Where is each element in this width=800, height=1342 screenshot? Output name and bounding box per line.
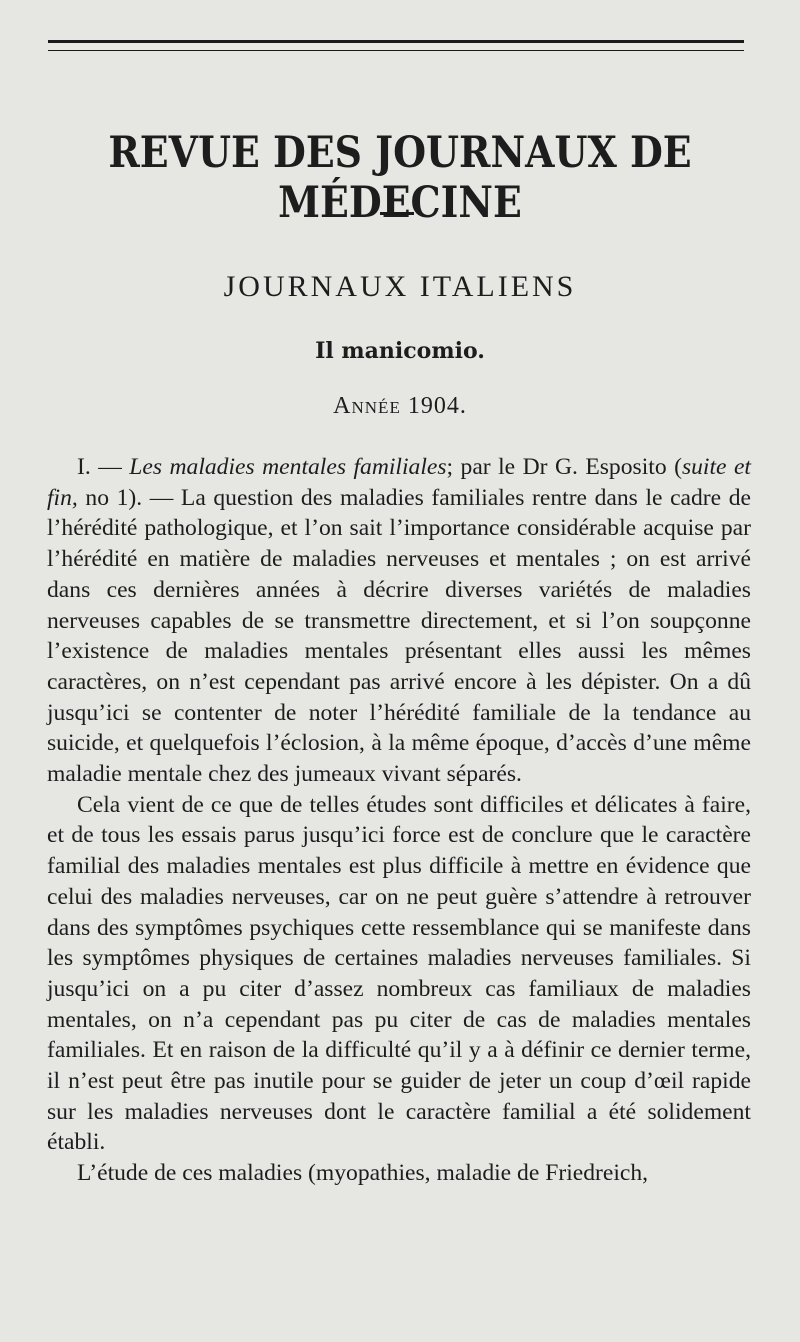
- paragraph-3: L’étude de ces maladies (myopathies, maladie de Friedreich,: [77, 1160, 649, 1187]
- article-author: ; par le Dr G. Esposito (: [446, 454, 682, 480]
- header-rule-thin: [48, 50, 744, 51]
- paragraph-2: Cela vient de ce que de telles études sont difficiles et délicates à faire, et de tous les essais parus jusqu’ici force est de conclure que le caractère familial des maladies mentales est plus difficile à mettre en évidence que celui des maladies nerveuses, car on ne peut guère s’attendre à retrouver dans des symptômes psychiques cette ressemblance qui se manifeste dans les symptômes physiques de certaines maladies nerveuses familiales. Si jusqu’ici on a pu citer d’assez nombreux cas familiaux de maladies mentales, on n’a cependant pas pu citer de cas de maladies mentales familiales. Et en raison de la difficulté qu’il y a à définir ce dernier terme, il n’est peut être pas inutile pour se guider de jeter un coup d’œil rapide sur les maladies nerveuses dont le caractère familial a été solidement établi.: [47, 791, 751, 1156]
- journal-year: Année 1904.: [333, 393, 467, 419]
- section-title: JOURNAUX ITALIENS: [223, 270, 577, 303]
- article-body: [47, 452, 751, 1189]
- paragraph-1: [47, 452, 751, 790]
- header-rule-thick: [48, 40, 744, 43]
- article-number: I. —: [77, 454, 122, 480]
- paragraph-1-text: no 1). — La question des maladies familiales rentre dans le cadre de l’hérédité pathologique, et l’on sait l’importance considérable acquise par l’hérédité en matière de maladies nerveuses et mentales ; on est arrivé dans ces dernières années à décrire diverses variétés de maladies nerveuses capables de se transmettre directement, et si l’on soupçonne l’existence de maladies mentales présentant elles aussi les mêmes caractères, on n’est cependant pas arrivé encore à les dépister. On a dû jusqu’ici se contenter de noter l’hérédité familiale de la tendance au suicide, et quelquefois l’éclosion, à la même époque, d’accès d’une même maladie mentale chez des jumeaux vivant séparés.: [47, 484, 751, 788]
- article-title: Les maladies mentales familiales: [129, 454, 447, 480]
- article-ref: suite et fin,: [47, 454, 751, 511]
- page-title: REVUE DES JOURNAUX DE MÉDECINE: [108, 128, 692, 228]
- journal-name: Il manicomio.: [315, 338, 485, 364]
- title-separator: [380, 212, 414, 215]
